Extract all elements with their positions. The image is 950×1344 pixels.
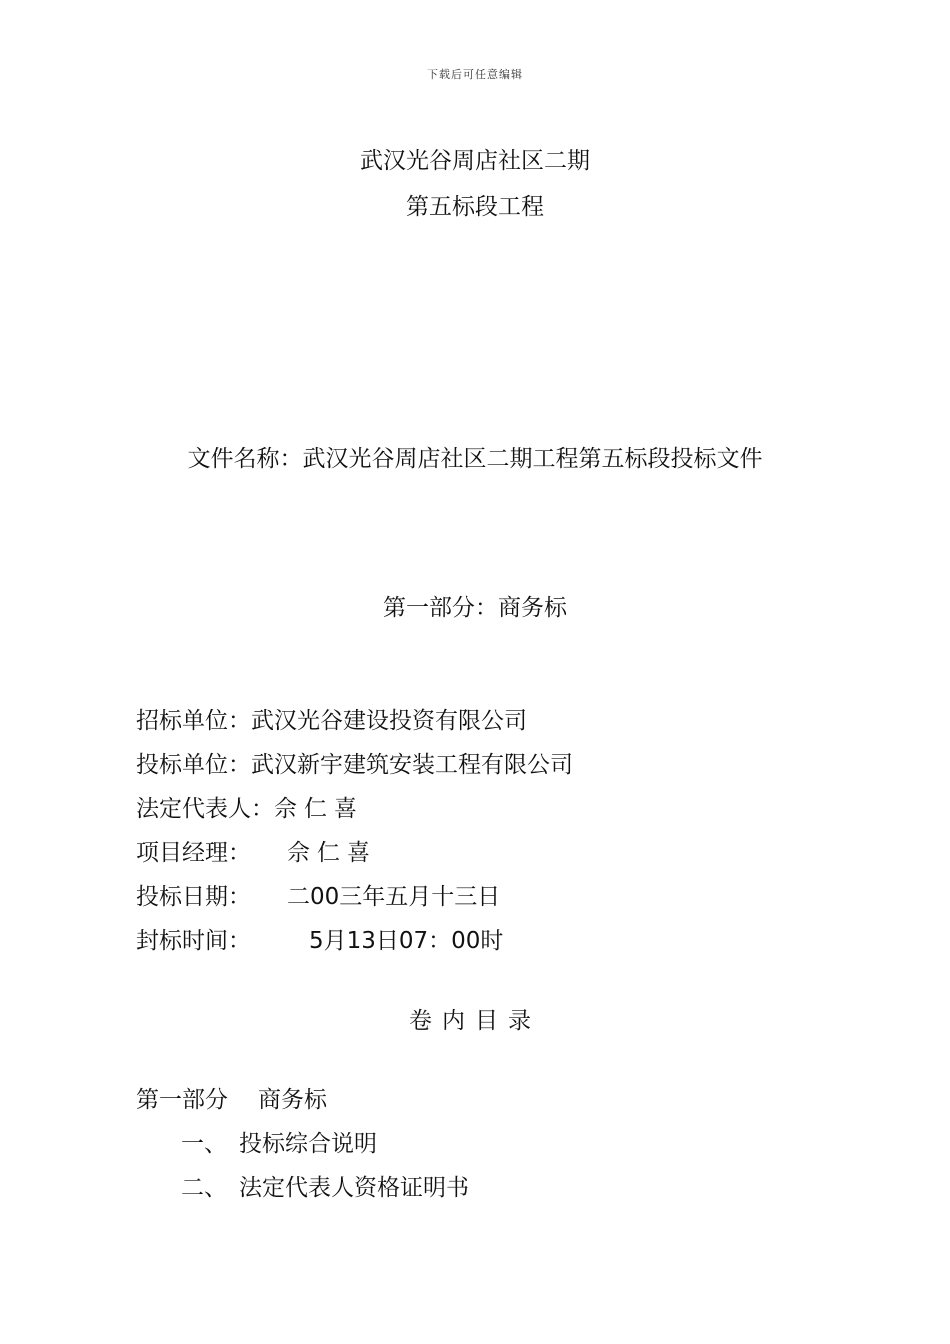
legal-rep-value: 佘仁喜 bbox=[274, 796, 364, 822]
toc-item-number: 二、 bbox=[181, 1175, 227, 1201]
bid-date-label: 投标日期： bbox=[136, 884, 251, 910]
info-row-bid-date bbox=[136, 882, 836, 912]
tenderer-value: 武汉光谷建设投资有限公司 bbox=[251, 708, 527, 734]
info-row-bidder bbox=[136, 750, 836, 780]
part-heading: 第一部分：商务标 bbox=[383, 595, 567, 621]
toc-item bbox=[181, 1173, 469, 1203]
legal-rep-label: 法定代表人： bbox=[136, 796, 274, 822]
manager-value: 佘仁喜 bbox=[287, 840, 377, 866]
seal-time-value: 5月13日07：00时 bbox=[309, 928, 504, 954]
bidder-value: 武汉新宇建筑安装工程有限公司 bbox=[251, 752, 573, 778]
toc-item-text: 投标综合说明 bbox=[239, 1131, 377, 1157]
bid-date-value: 二00三年五月十三日 bbox=[287, 884, 501, 910]
document-name: 文件名称：武汉光谷周店社区二期工程第五标段投标文件 bbox=[187, 446, 763, 472]
toc-item bbox=[181, 1129, 377, 1159]
header-note: 下载后可任意编辑 bbox=[427, 68, 523, 81]
toc-title: 卷内目录 bbox=[409, 1008, 541, 1034]
toc-item-number: 一、 bbox=[181, 1131, 227, 1157]
info-row-tenderer bbox=[136, 706, 836, 736]
tenderer-label: 招标单位： bbox=[136, 708, 251, 734]
project-title-line2: 第五标段工程 bbox=[406, 194, 544, 220]
toc-part-title: 商务标 bbox=[258, 1087, 327, 1113]
info-row-manager bbox=[136, 838, 836, 868]
seal-time-label: 封标时间： bbox=[136, 928, 251, 954]
manager-label: 项目经理： bbox=[136, 840, 251, 866]
project-title-line1: 武汉光谷周店社区二期 bbox=[360, 148, 590, 174]
info-row-seal-time bbox=[136, 926, 836, 956]
toc-part-label: 第一部分 bbox=[136, 1087, 228, 1113]
toc-item-text: 法定代表人资格证明书 bbox=[239, 1175, 469, 1201]
bidder-label: 投标单位： bbox=[136, 752, 251, 778]
toc-part-heading bbox=[136, 1085, 327, 1115]
info-row-legal-rep bbox=[136, 794, 836, 824]
